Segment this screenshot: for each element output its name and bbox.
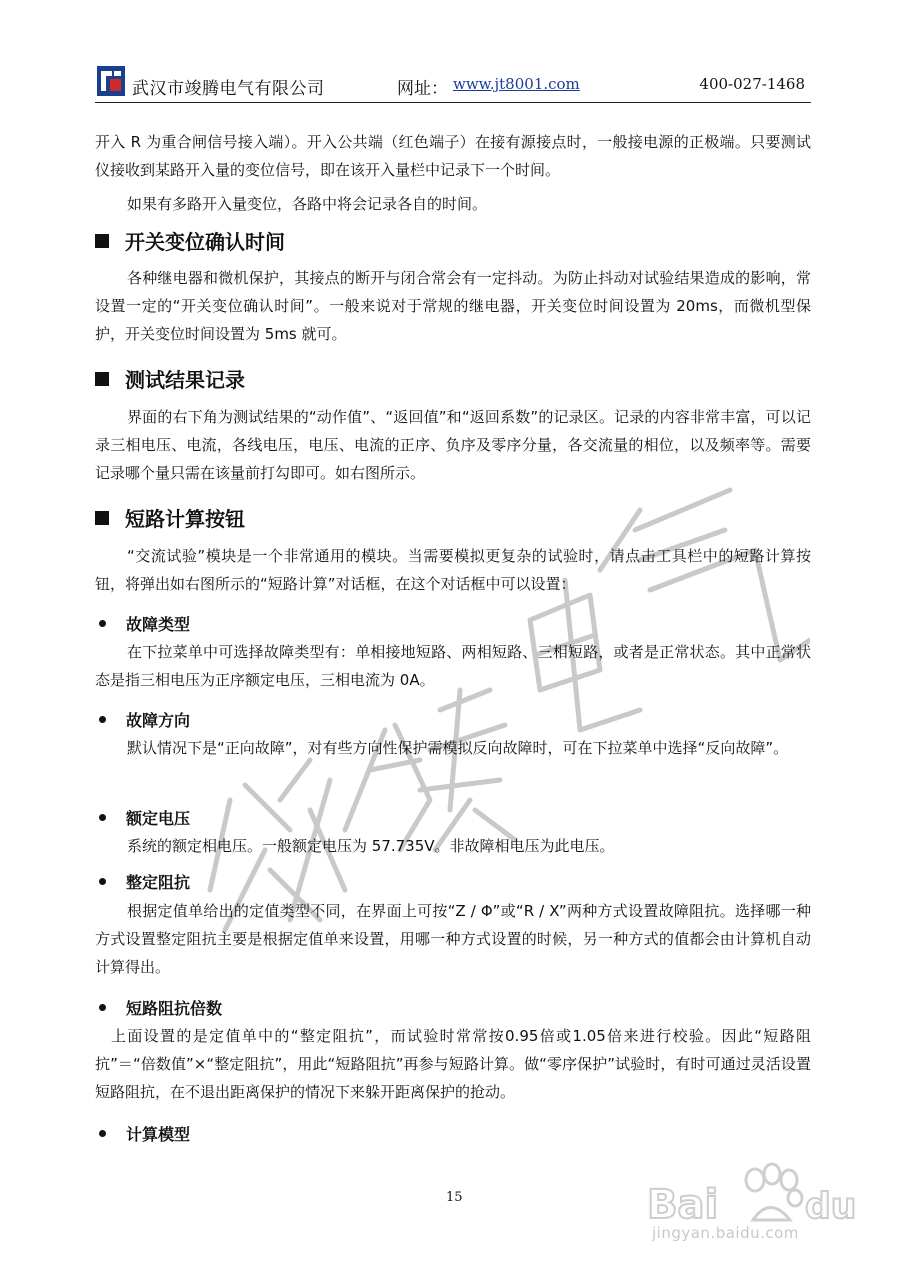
company-name: 武汉市竣腾电气有限公司 [132, 79, 325, 99]
paragraph-open-input-note: 开入 R 为重合闸信号接入端）。开入公共端（红色端子）在接有源接点时，一般接电源的正极端。只要测试仪接收到某路开入量的变位信号，即在该开入量栏中记录下一个时间。 [95, 133, 811, 179]
bullet-fault-type [95, 612, 190, 635]
bullet-text: 故障类型 [126, 615, 191, 634]
bullet-setting-impedance [95, 870, 190, 893]
bullet-text: 短路阻抗倍数 [126, 999, 223, 1018]
bullet-dot-icon [99, 1004, 106, 1011]
heading-switch-confirm-time [95, 226, 285, 255]
bullet-text: 计算模型 [126, 1125, 191, 1144]
square-bullet-icon [95, 372, 109, 386]
bullet-dot-icon [99, 1130, 106, 1137]
website-link[interactable]: www.jt8001.com [453, 75, 580, 93]
paragraph-impedance-multiple: 上面设置的是定值单中的“整定阻抗”，而试验时常常按0.95倍或1.05倍来进行校验。因此“短路阻抗”＝“倍数值”×“整定阻抗”，用此“短路阻抗”再参与短路计算。做“零序保护”试验时，有时可通过灵活设置短路阻抗，在不退出距离保护的情况下来躲开距离保护的抢动。 [95, 1027, 811, 1101]
bullet-dot-icon [99, 814, 106, 821]
page-number: 15 [446, 1190, 463, 1205]
bullet-dot-icon [99, 716, 106, 723]
company-logo-icon [97, 66, 125, 96]
paragraph-setting-impedance: 根据定值单给出的定值类型不同，在界面上可按“Z / Φ”或“R / X”两种方式设置故障阻抗。选择哪一种方式设置整定阻抗主要是根据定值单来设置，用哪一种方式设置的时候，另一种方式的值都会由计算机自动计算得出。 [95, 902, 811, 976]
bullet-text: 额定电压 [126, 809, 191, 828]
bullet-calc-model [95, 1122, 190, 1145]
paragraph-fault-type: 在下拉菜单中可选择故障类型有：单相接地短路、两相短路、三相短路，或者是正常状态。其中正常状态是指三相电压为正序额定电压，三相电流为 0A。 [95, 643, 811, 689]
bullet-text: 整定阻抗 [126, 873, 191, 892]
bullet-rated-voltage [95, 806, 190, 829]
paragraph-short-circuit-button: “交流试验”模块是一个非常通用的模块。当需要模拟更复杂的试验时，请点击工具栏中的短路计算按钮，将弹出如右图所示的“短路计算”对话框，在这个对话框中可以设置： [95, 547, 811, 593]
phone-number: 400-027-1468 [699, 75, 805, 93]
heading-test-result-record [95, 364, 245, 393]
paragraph-test-result-record: 界面的右下角为测试结果的“动作值”、“返回值”和“返回系数”的记录区。记录的内容非常丰富，可以记录三相电压、电流，各线电压，电压、电流的正序、负序及零序分量，各交流量的相位，以及频率等。需要记录哪个量只需在该量前打勾即可。如右图所示。 [95, 408, 811, 482]
bullet-impedance-multiple [95, 996, 222, 1019]
svg-text:Bai: Bai [647, 1182, 719, 1228]
heading-short-circuit-button [95, 503, 245, 532]
bullet-dot-icon [99, 878, 106, 885]
heading-text: 短路计算按钮 [125, 507, 245, 531]
heading-text: 测试结果记录 [125, 368, 245, 392]
paragraph-fault-direction: 默认情况下是“正向故障”，对有些方向性保护需模拟反向故障时，可在下拉菜单中选择“反向故障”。 [127, 739, 789, 757]
bullet-text: 故障方向 [126, 711, 191, 730]
paragraph-rated-voltage: 系统的额定相电压。一般额定电压为 57.735V。非故障相电压为此电压。 [127, 837, 615, 855]
bullet-fault-direction [95, 708, 190, 731]
website-label: 网址： [397, 79, 448, 99]
square-bullet-icon [95, 234, 109, 248]
paragraph-switch-confirm-time: 各种继电器和微机保护，其接点的断开与闭合常会有一定抖动。为防止抖动对试验结果造成的影响，常设置一定的“开关变位确认时间”。一般来说对于常规的继电器，开关变位时间设置为 20ms，而微机型保护，开关变位时间设置为 5ms 就可。 [95, 269, 811, 343]
page-header [95, 62, 811, 103]
paragraph-multiple-inputs: 如果有多路开入量变位，各路中将会记录各自的时间。 [127, 195, 488, 213]
baidu-jingyan-logo-icon [645, 1150, 865, 1230]
square-bullet-icon [95, 511, 109, 525]
svg-text:du: du [805, 1186, 857, 1227]
bullet-dot-icon [99, 620, 106, 627]
baidu-url: jingyan.baidu.com [652, 1224, 799, 1242]
heading-text: 开关变位确认时间 [125, 230, 285, 254]
